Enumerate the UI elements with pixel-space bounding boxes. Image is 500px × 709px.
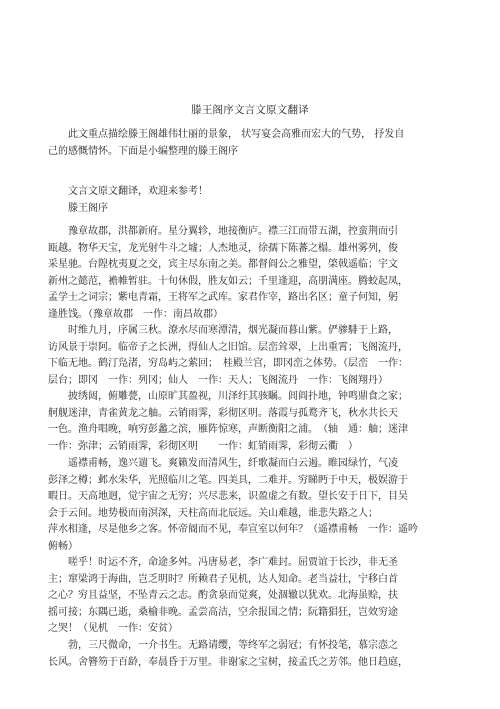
text-line: 会于云间。地势极而南溟深，天柱高而北辰远。关山难越，谁悲失路之人； (48, 507, 378, 519)
text-line: 层台；即冈 一作：列冈；仙人 一作：天人；飞阁流丹 一作：飞阁翔丹） (48, 374, 388, 386)
text-line: 披绣闼，俯雕甍，山原旷其盈视，川泽纡其骇瞩。闾阎扑地，钟鸣鼎食之家； (68, 391, 408, 402)
text-line: 己的感慨情怀。下面是小编整理的滕王阁序 (48, 145, 238, 157)
welcome-section (48, 184, 466, 217)
text-line: 长风。舍簪笏于百龄，奉晨昏于万里。非谢家之宝树，接孟氏之芳邻。他日趋庭， (48, 656, 408, 668)
paragraph-3 (48, 389, 466, 455)
paragraph-5 (48, 555, 466, 638)
text-line: 之哭！（见机 一作：安贫） (48, 623, 178, 634)
text-line: 此文重点描绘滕王阁雄伟壮丽的景象， 状写宴会高雅而宏大的气势， 抒发自 (68, 129, 405, 140)
text-line: 时维九月，序属三秋。潦水尽而寒潭清，烟光凝而暮山紫。俨骖騑于上路， (68, 325, 398, 336)
paragraph-4 (48, 456, 466, 555)
text-line: 一作：弥津；云销雨霁，彩彻区明 一作：虹销雨霁，彩彻云衢 ） (48, 440, 358, 452)
text-line: 暇日。天高地迥，觉宇宙之无穷；兴尽悲来，识盈虚之有数。望长安于日下，目吴 (48, 491, 408, 502)
text-line: 嗟乎！时运不齐，命途多舛。冯唐易老，李广难封。屈贾谊于长沙，非无圣 (68, 557, 398, 568)
welcome-line: 文言文原文翻译，欢迎来参考！ (68, 186, 208, 197)
text-line: 新州之懿范，襜帷暂驻。十旬休假，胜友如云；千里逢迎，高朋满座。腾蛟起凤， (48, 275, 408, 287)
paragraph-6 (48, 638, 466, 671)
subtitle: 滕王阁序 (68, 202, 108, 214)
text-line: 俯畅） (48, 540, 78, 552)
text-line: 之心？穷且益坚，不坠青云之志。酌贪泉而觉爽，处涸辙以犹欢。北海虽赊，扶 (48, 590, 398, 601)
text-line: 瓯越。物华天宝，龙光射牛斗之墟；人杰地灵，徐孺下陈蕃之榻。雄州雾列，俊 (48, 242, 398, 254)
text-line: 遥襟甫畅，逸兴遄飞。爽籁发而清风生，纤歌凝而白云遏。睢园绿竹，气凌 (68, 458, 398, 469)
text-line: 采星驰。台隍枕夷夏之交，宾主尽东南之美。都督阎公之雅望，棨戟遥临；宇文 (48, 259, 398, 270)
text-line: 彭泽之樽；邺水朱华，光照临川之笔。四美具，二难并。穷睇眄于中天，极娱游于 (48, 474, 408, 486)
text-line: 萍水相逢，尽是他乡之客。怀帝阍而不见，奉宣室以何年？（遥襟甫畅 一作：遥吟 (48, 524, 418, 535)
text-line: 勃，三尺微命，一介书生。无路请缨，等终军之弱冠；有怀投笔，慕宗悫之 (68, 640, 398, 651)
text-line: 下临无地。鹤汀凫渚，穷岛屿之萦回； 桂殿兰宫，即冈峦之体势。（层峦 一作： (48, 358, 408, 369)
paragraph-1 (48, 224, 466, 323)
paragraph-2 (48, 323, 466, 389)
text-line: 访风景于崇阿。临帝子之长洲，得仙人之旧馆。层峦耸翠，上出重霄；飞阁流丹， (48, 341, 408, 353)
text-line: 一色。渔舟唱晚，响穷彭蠡之滨，雁阵惊寒，声断衡阳之浦。 （轴 通：舳；迷津 (48, 424, 408, 435)
text-line: 主；窜梁鸿于海曲，岂乏明时？所赖君子见机，达人知命。老当益壮，宁移白首 (48, 573, 398, 585)
article-title: 滕王阁序文言文原文翻译 (191, 104, 309, 116)
intro-paragraph (48, 127, 466, 160)
text-line: 摇可接；东隅已逝，桑榆非晚。孟尝高洁，空余报国之情；阮籍猖狂，岂效穷途 (48, 606, 398, 618)
text-line: 舸舰迷津，青雀黄龙之舳。云销雨霁，彩彻区明。落霞与孤鹜齐飞，秋水共长天 (48, 407, 398, 419)
text-line: 逢胜饯。（豫章故郡 一作：南昌故郡） (48, 308, 223, 320)
text-line: 豫章故郡，洪都新府。星分翼轸，地接衡庐。襟三江而带五湖，控蛮荆而引 (68, 226, 398, 237)
text-line: 孟学士之词宗；紫电青霜，王将军之武库。家君作宰，路出名区；童子何知，躬 (48, 292, 398, 303)
